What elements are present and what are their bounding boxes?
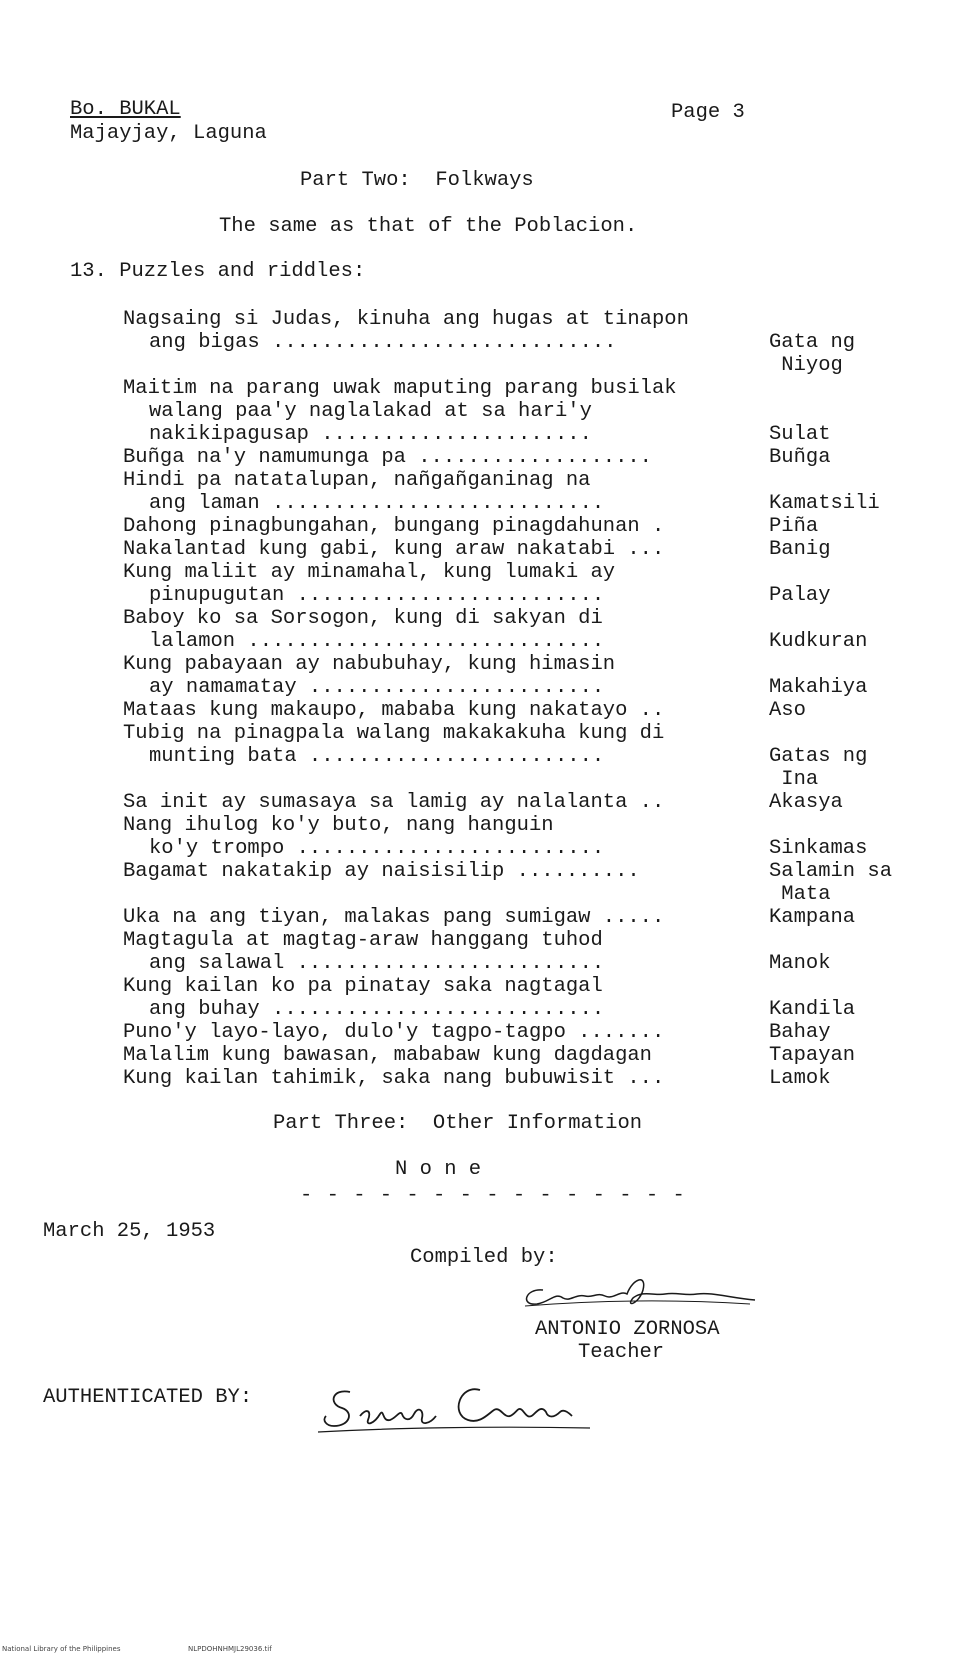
riddle-line: nakikipagusap ......................: [149, 423, 592, 446]
riddle-answer: Banig: [769, 538, 831, 561]
file-identifier: NLPDOHNHMJL29036.tif: [188, 1645, 272, 1653]
riddle-answer: Makahiya: [769, 676, 868, 699]
riddle-line: Kung pabayaan ay nabubuhay, kung himasin: [123, 653, 616, 676]
riddle-answer: Niyog: [769, 354, 843, 377]
riddle-line: Baboy ko sa Sorsogon, kung di sakyan di: [123, 607, 603, 630]
separator-rule: - - - - - - - - - - - - - - -: [300, 1184, 686, 1207]
riddle-answer: Palay: [769, 584, 831, 607]
part-two-text: The same as that of the Poblacion.: [219, 215, 638, 238]
riddle-line: walang paa'y naglalakad at sa hari'y: [149, 400, 592, 423]
riddle-line: Puno'y layo-layo, dulo'y tagpo-tagpo .......: [123, 1021, 665, 1044]
riddle-line: ang buhay ...........................: [149, 998, 605, 1021]
riddle-line: ko'y trompo .........................: [149, 837, 605, 860]
riddle-answer: Gatas ng: [769, 745, 868, 768]
barrio-name: Bo. BUKAL: [70, 98, 181, 121]
riddle-answer: Ina: [769, 768, 819, 791]
riddle-line: munting bata ........................: [149, 745, 605, 768]
compiler-title: Teacher: [578, 1341, 665, 1364]
part-two-title: Part Two: Folkways: [300, 169, 534, 192]
riddle-line: ang bigas ............................: [149, 331, 617, 354]
section-13-heading: 13. Puzzles and riddles:: [70, 260, 366, 283]
riddle-line: ang salawal .........................: [149, 952, 605, 975]
riddle-line: Bagamat nakatakip ay naisisilip ..........: [123, 860, 640, 883]
riddle-line: ay namamatay ........................: [149, 676, 605, 699]
riddle-answer: Lamok: [769, 1067, 831, 1090]
riddle-answer: Gata ng: [769, 331, 856, 354]
riddle-line: Nakalantad kung gabi, kung araw nakatabi ...: [123, 538, 665, 561]
riddle-line: Tubig na pinagpala walang makakakuha kung di: [123, 722, 665, 745]
riddle-answer: Manok: [769, 952, 831, 975]
riddle-answer: Aso: [769, 699, 806, 722]
riddle-answer: Akasya: [769, 791, 843, 814]
riddle-line: Uka na ang tiyan, malakas pang sumigaw .....: [123, 906, 665, 929]
riddle-answer: Piña: [769, 515, 819, 538]
riddle-answer: Kandila: [769, 998, 856, 1021]
part-three-title: Part Three: Other Information: [273, 1112, 643, 1135]
riddle-line: pinupugutan .........................: [149, 584, 605, 607]
compiler-signature: [515, 1268, 765, 1323]
riddle-line: Hindi pa natatalupan, nañgañganinag na: [123, 469, 591, 492]
none-text: N o n e: [395, 1158, 482, 1181]
compiled-by-label: Compiled by:: [410, 1246, 558, 1269]
compiler-name: ANTONIO ZORNOSA: [535, 1318, 720, 1341]
authenticated-by-label: AUTHENTICATED BY:: [43, 1386, 253, 1409]
riddle-answer: Kamatsili: [769, 492, 880, 515]
riddle-answer: Buñga: [769, 446, 831, 469]
riddle-line: lalamon .............................: [149, 630, 605, 653]
riddle-answer: Sulat: [769, 423, 831, 446]
town-name: Majayjay, Laguna: [70, 122, 267, 145]
report-date: March 25, 1953: [43, 1220, 216, 1243]
riddle-line: Dahong pinagbungahan, bungang pinagdahunan .: [123, 515, 665, 538]
riddle-line: Mataas kung makaupo, mababa kung nakatayo ..: [123, 699, 665, 722]
riddle-line: Nang ihulog ko'y buto, nang hanguin: [123, 814, 554, 837]
riddle-answer: Mata: [769, 883, 831, 906]
riddle-answer: Kampana: [769, 906, 856, 929]
riddle-line: Buñga na'y namumunga pa ...................: [123, 446, 652, 469]
riddle-line: Malalim kung bawasan, mababaw kung dagdagan: [123, 1044, 652, 1067]
riddle-answer: Salamin sa: [769, 860, 893, 883]
riddle-line: Kung maliit ay minamahal, kung lumaki ay: [123, 561, 616, 584]
page-number: Page 3: [671, 101, 745, 124]
library-credit: National Library of the Philippines: [2, 1645, 121, 1653]
authenticator-signature: [310, 1370, 600, 1440]
riddle-answer: Tapayan: [769, 1044, 856, 1067]
riddle-answer: Bahay: [769, 1021, 831, 1044]
riddle-line: Maitim na parang uwak maputing parang busilak: [123, 377, 677, 400]
riddle-answer: Sinkamas: [769, 837, 868, 860]
riddle-line: Kung kailan ko pa pinatay saka nagtagal: [123, 975, 603, 998]
riddle-line: ang laman ...........................: [149, 492, 605, 515]
riddle-line: Sa init ay sumasaya sa lamig ay nalalanta ..: [123, 791, 665, 814]
riddle-answer: Kudkuran: [769, 630, 868, 653]
riddle-line: Magtagula at magtag-araw hanggang tuhod: [123, 929, 603, 952]
riddle-line: Nagsaing si Judas, kinuha ang hugas at tinapon: [123, 308, 689, 331]
riddle-line: Kung kailan tahimik, saka nang bubuwisit ...: [123, 1067, 665, 1090]
